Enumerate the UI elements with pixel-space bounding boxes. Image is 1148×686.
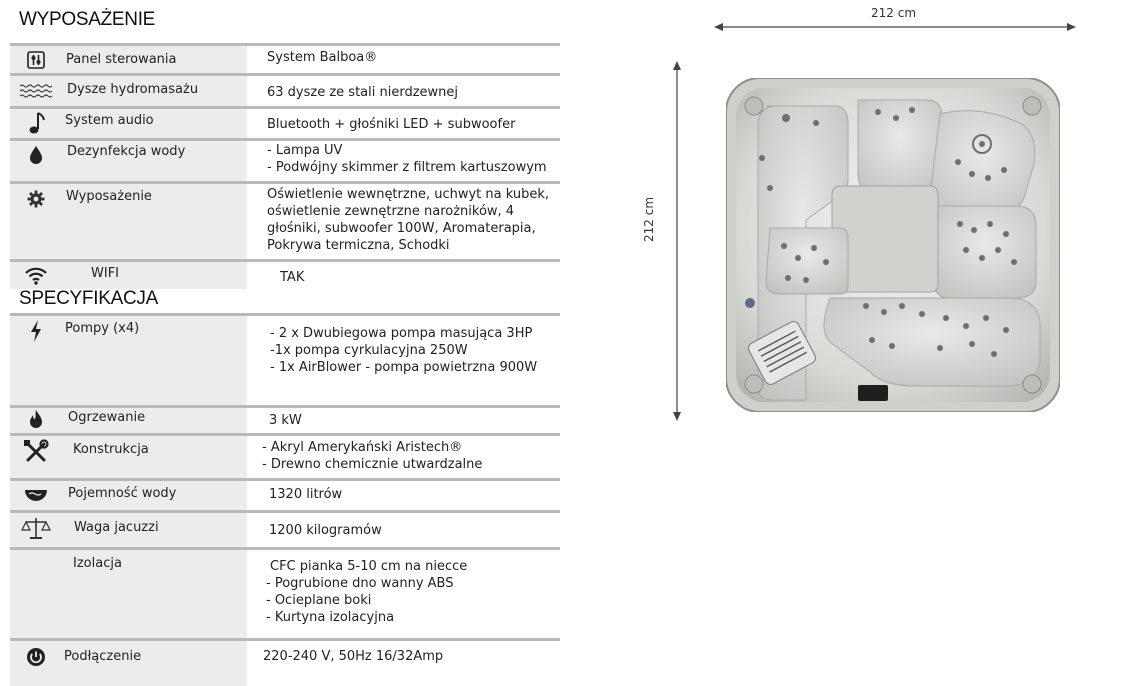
spec-row-pumps [10, 313, 560, 405]
spec-row-equipment [10, 181, 560, 259]
music-note-icon [18, 110, 54, 136]
row-label: Dysze hydromasażu [67, 82, 199, 97]
spec-row-heating [10, 405, 560, 433]
width-dimension-arrow [713, 20, 1077, 34]
row-value: 3 kW [269, 413, 302, 428]
row-value: 63 dysze ze stali nierdzewnej [267, 85, 459, 100]
water-waves-icon [18, 78, 54, 104]
row-label: Pojemność wody [68, 486, 177, 501]
row-value: - Akryl Amerykański Aristech® - Drewno chemicznie utwardzalne [262, 440, 483, 472]
row-label: Pompy (x4) [65, 321, 140, 336]
row-value: CFC pianka 5-10 cm na niecce - Pogrubione dno wanny ABS - Ocieplane boki - Kurtyna izolacyjna [266, 559, 468, 625]
lightning-icon [18, 318, 54, 344]
row-label: Dezynfekcja wody [67, 144, 186, 159]
spec-row-weight [10, 510, 560, 547]
water-drop-icon [18, 142, 54, 168]
row-value: - Lampa UV - Podwójny skimmer z filtrem kartuszowym [267, 143, 547, 175]
spec-row-audio-system [10, 106, 560, 138]
row-value: 1200 kilogramów [269, 523, 382, 538]
tools-icon [18, 439, 54, 465]
row-value: System Balboa® [267, 50, 378, 65]
row-value: TAK [280, 270, 305, 285]
row-label: Ogrzewanie [68, 410, 146, 425]
gear-icon [18, 186, 54, 212]
row-label: System audio [65, 113, 154, 128]
row-label: Waga jacuzzi [74, 520, 159, 535]
spec-row-insulation [10, 547, 560, 638]
width-dimension-label: 212 cm [871, 6, 917, 20]
wifi-icon [18, 263, 54, 289]
spec-row-connection [10, 638, 560, 686]
water-bowl-icon [18, 482, 54, 508]
power-icon [18, 644, 54, 670]
row-value: - 2 x Dwubiegowa pompa masująca 3HP -1x pompa cyrkulacyjna 250W - 1x AirBlower - pompa powietrzna 900W [270, 326, 538, 375]
row-label: Wyposażenie [66, 189, 152, 204]
row-label: WIFI [91, 266, 119, 281]
row-value: 220-240 V, 50Hz 16/32Amp [263, 649, 444, 664]
row-label: Konstrukcja [73, 442, 149, 457]
equipment-title: WYPOSAŻENIE [19, 9, 156, 30]
spec-row-disinfection [10, 138, 560, 181]
row-label: Panel sterowania [66, 52, 177, 67]
row-value: Oświetlenie wewnętrzne, uchwyt na kubek, oświetlenie zewnętrzne narożników, 4 głośniki, subwoofer 100W, Aromaterapia, Pokrywa termiczna, Schodki [267, 187, 550, 253]
spec-row-water-capacity [10, 478, 560, 510]
row-value: Bluetooth + głośniki LED + subwoofer [267, 117, 516, 132]
control-panel-icon [18, 47, 54, 73]
hot-tub-image [726, 78, 1060, 412]
row-label: Podłączenie [64, 649, 142, 664]
spec-row-control-panel [10, 43, 560, 73]
label-cell [10, 550, 247, 638]
height-dimension-arrow [670, 60, 684, 422]
row-label: Izolacja [73, 556, 122, 571]
spec-row-wifi [10, 259, 560, 289]
spec-row-massage-jets [10, 73, 560, 106]
height-dimension-label: 212 cm [642, 196, 656, 242]
spec-row-construction [10, 433, 560, 478]
specification-title: SPECYFIKACJA [19, 288, 158, 309]
scale-icon [18, 515, 54, 541]
row-value: 1320 litrów [269, 487, 343, 502]
flame-icon [18, 406, 54, 432]
